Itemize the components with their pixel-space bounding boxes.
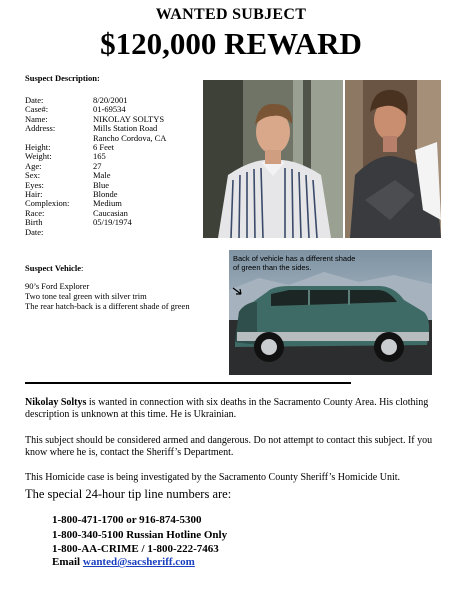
field-value: Mills Station Road <box>93 123 158 134</box>
field-label: Address: <box>25 123 56 134</box>
paragraph-wanted: Nikolay Soltys is wanted in connection with six deaths in the Sacramento County Area. His clothing description is unknown at this time. He is Ukrainian. <box>25 397 429 420</box>
field-label: Case#: <box>25 104 49 115</box>
field-value: Blonde <box>93 189 118 199</box>
vehicle-line: 90’s Ford Explorer <box>25 281 90 291</box>
field-label: Age: <box>25 160 42 171</box>
field-value: 6 Feet <box>93 142 115 152</box>
paragraph-investigation: This Homicide case is being investigated by the Sacramento County Sheriff’s Homicide Unit. <box>25 472 401 483</box>
field-label: Complexion: <box>25 198 70 209</box>
field-label: Height: <box>25 142 51 152</box>
field-value: 27 <box>93 160 102 171</box>
field-value: Caucasian <box>93 207 128 218</box>
field-value: NIKOLAY SOLTYS <box>93 113 165 124</box>
suspect-photo-front <box>203 80 343 238</box>
tip-line-intro: The special 24-hour tip line numbers are: <box>25 487 232 501</box>
reward-amount: $120,000 REWARD <box>100 26 362 61</box>
email-link[interactable]: wanted@sacsheriff.com <box>82 556 195 568</box>
vehicle-line: Two tone teal green with silver trim <box>25 291 147 301</box>
tip-phone-line: 1-800-AA-CRIME / 1-800-222-7463 <box>52 543 219 555</box>
vehicle-line: The rear hatch-back is a different shade of green <box>25 301 190 311</box>
field-label: Birth Date: <box>25 217 44 237</box>
tip-phone-line: 1-800-471-1700 or 916-874-5300 <box>52 514 202 526</box>
field-value: 165 <box>93 151 106 162</box>
poster-title: WANTED SUBJECT <box>155 6 307 23</box>
field-label: Hair: <box>25 189 43 199</box>
field-value: 8/20/2001 <box>93 95 128 105</box>
suspect-photo-side <box>345 80 441 238</box>
description-heading: Suspect Description: <box>25 73 100 83</box>
field-label: Date: <box>25 95 44 105</box>
field-value: Male <box>93 170 111 181</box>
vehicle-image-note: Back of vehicle has a different shade of green than the sides. <box>233 254 356 272</box>
field-value: Medium <box>93 198 122 209</box>
field-value: 05/19/1974 <box>93 217 132 228</box>
field-label: Name: <box>25 113 48 124</box>
tip-phone-line: 1-800-340-5100 Russian Hotline Only <box>52 528 228 541</box>
field-label: Weight: <box>25 151 52 162</box>
field-value: Rancho Cordova, CA <box>93 132 167 143</box>
field-label: Sex: <box>25 170 41 181</box>
paragraph-warning: This subject should be considered armed and dangerous. Do not attempt to contact this subject. If you know where he is, contact the Sheriff’s Department. <box>25 435 433 458</box>
field-label: Race: <box>25 207 45 218</box>
divider <box>25 382 351 384</box>
field-value: 01-69534 <box>93 104 126 115</box>
email-line: Email wanted@sacsheriff.com <box>52 556 195 568</box>
suspect-name-bold: Nikolay Soltys <box>25 397 87 408</box>
field-label: Eyes: <box>25 179 44 190</box>
field-value: Blue <box>93 179 110 190</box>
vehicle-heading: Suspect Vehicle: <box>25 263 84 273</box>
